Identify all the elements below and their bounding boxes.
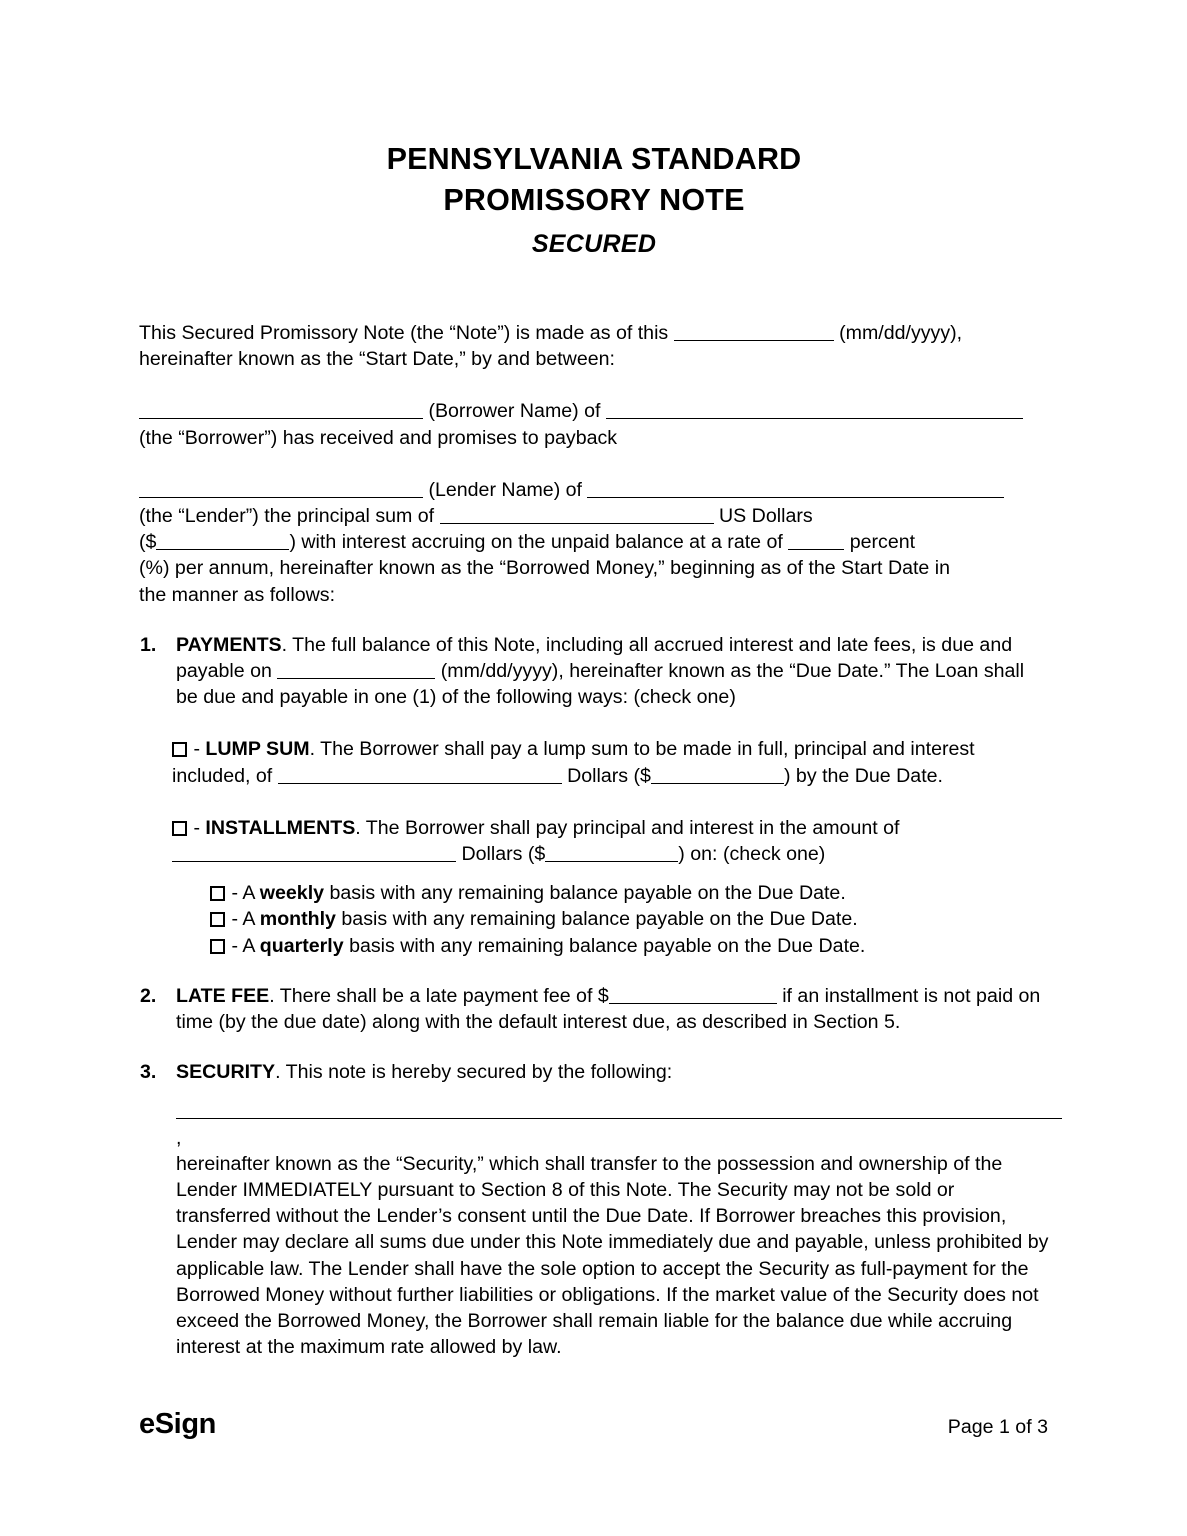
security-description-blank[interactable] [176,1103,1062,1119]
page-title-line-1: PENNSYLVANIA STANDARD [386,142,802,176]
interest-rate-line [139,529,1049,555]
checkbox-quarterly[interactable] [210,939,225,954]
section-number: 1. [140,633,157,656]
esign-logo: eSign [139,1408,216,1440]
interest-text: ) with interest accruing on the unpaid balance at a rate of [289,531,789,554]
weekly-dash: - A [226,882,260,905]
checkbox-monthly[interactable] [210,912,225,927]
payment-option-installments [172,815,1049,959]
spacer [139,372,1049,398]
payments-text-before-date: . The full balance of this Note, including all accrued interest and late fees, is due and payable on [176,633,1013,683]
lender-block [139,477,1049,608]
start-date-blank[interactable] [674,325,834,341]
intro-text-before-date: This Secured Promissory Note (the “Note”) is made as of this [139,322,674,344]
lender-name-label: (Lender Name) of [423,478,588,501]
installments-label: INSTALLMENTS [205,816,356,839]
installments-dash: - [188,816,206,839]
late-fee-amount-blank[interactable] [609,988,777,1004]
section-payments [139,632,1049,711]
spacer [139,451,1049,477]
late-fee-text-before: . There shall be a late payment fee of $ [269,984,609,1007]
intro-line-2: hereinafter known as the “Start Date,” by and between: [139,348,615,371]
principal-sum-text-after: US Dollars [713,505,813,528]
percent-label: percent [844,531,916,554]
security-paragraph-body: hereinafter known as the “Security,” which shall transfer to the possession and ownership of the Lender IMMEDIATELY pursuant to Section 8 of this Note. The Security may not be sold or transferred without the Lender’s consent until the Due Date. If Borrower breaches this provision, Lender may declare all sums due under this Note immediately due and payable, unless prohibited by applicable law. The Lender shall have the sole option to accept the Security as full-payment for the Borrowed Money without further liabilities or obligations. If the market value of the Security does not exceed the Borrowed Money, the Borrower shall remain liable for the balance due while accruing interest at the maximum rate allowed by law. [176,1152,1049,1359]
section-body [176,1059,1049,1085]
spacer [139,264,1049,320]
principal-amount-blank[interactable] [156,534,289,550]
lender-name-blank[interactable] [139,482,423,498]
installments-text-a: . The Borrower shall pay principal and interest in the amount of [355,816,900,839]
section-security [139,1059,1049,1085]
spacer [172,867,1049,880]
weekly-text: basis with any remaining balance payable on the Due Date. [324,882,846,905]
page-subtitle: SECURED [531,230,657,258]
borrower-promise-line: (the “Borrower”) has received and promises to payback [139,426,618,449]
section-number: 3. [140,1061,157,1084]
section-body [176,632,1049,711]
monthly-text: basis with any remaining balance payable on the Due Date. [335,908,858,931]
manner-line: the manner as follows: [139,583,336,606]
frequency-option-monthly [210,906,1049,932]
lender-address-blank[interactable] [587,482,1004,498]
installments-text-b: Dollars ($ [456,843,546,866]
checkbox-lump-sum[interactable] [172,742,187,757]
spacer [139,710,1049,736]
section-number: 2. [140,984,157,1007]
intro-line-1 [139,320,1049,346]
spacer [139,1035,1049,1059]
page-title-line-2: PROMISSORY NOTE [443,183,745,217]
payment-option-lump-sum [172,736,1049,788]
quarterly-label: quarterly [259,934,344,957]
late-fee-text-after: if an installment is not paid on time (by the due date) along with the default interest due, as described in Section 5. [176,984,1041,1034]
lump-sum-dollars-blank[interactable] [278,768,562,784]
installments-line [172,815,1049,867]
page-footer [139,1408,1048,1441]
checkbox-weekly[interactable] [210,886,225,901]
installments-text-c: ) on: (check one) [678,843,826,866]
monthly-label: monthly [259,908,336,931]
quarterly-dash: - A [226,934,260,957]
per-annum-line: (%) per annum, hereinafter known as the “Borrowed Money,” beginning as of the Start Date in [139,557,951,580]
page-number: Page 1 of 3 [947,1416,1048,1438]
borrower-block [139,398,1049,450]
spacer [139,789,1049,815]
document-title-block [139,0,1049,264]
amount-prefix: ($ [139,531,157,554]
intro-paragraph [139,320,1049,372]
installments-amount-blank[interactable] [545,846,678,862]
page-content [139,0,1049,1361]
lump-sum-line [172,736,1049,788]
borrower-address-blank[interactable] [606,403,1023,419]
security-trailing-comma: , [176,1126,182,1149]
quarterly-text: basis with any remaining balance payable on the Due Date. [343,934,866,957]
section-title: PAYMENTS [176,633,282,656]
lump-sum-text-a: . The Borrower shall pay a lump sum to be made in full, principal and interest included, of [172,738,975,787]
intro-text-after-date: (mm/dd/yyyy), [833,322,963,344]
principal-sum-text-before: (the “Lender”) the principal sum of [139,505,440,528]
weekly-label: weekly [259,882,325,905]
lump-sum-text-c: ) by the Due Date. [783,764,943,787]
monthly-dash: - A [226,908,260,931]
borrower-name-label: (Borrower Name) of [423,400,606,423]
borrower-name-line [139,398,1049,424]
lender-name-line [139,477,1049,503]
checkbox-installments[interactable] [172,821,187,836]
lump-sum-dash: - [188,738,206,761]
section-late-fee [139,983,1049,1035]
installments-dollars-blank[interactable] [172,846,456,862]
payments-text-after-date: (mm/dd/yyyy), hereinafter known as the “Due Date.” The Loan shall be due and payable in one (1) of the following ways: (check one) [176,660,1025,709]
principal-sum-line [139,503,1049,529]
frequency-options [210,880,1049,959]
borrower-name-blank[interactable] [139,403,423,419]
spacer [139,959,1049,983]
section-title: LATE FEE [176,984,270,1007]
security-description-block [176,1098,1049,1360]
lump-sum-text-b: Dollars ($ [561,764,651,787]
security-description-line [176,1098,1049,1150]
frequency-option-weekly [210,880,1049,906]
due-date-blank[interactable] [277,663,435,679]
section-body [176,983,1049,1035]
spacer [139,1085,1049,1098]
spacer [139,608,1049,632]
lump-sum-label: LUMP SUM [205,738,310,761]
interest-rate-blank[interactable] [788,534,844,550]
security-intro-text: . This note is hereby secured by the following: [275,1061,673,1084]
section-title: SECURITY [176,1061,276,1084]
frequency-option-quarterly [210,933,1049,959]
lump-sum-amount-blank[interactable] [651,768,784,784]
principal-sum-words-blank[interactable] [440,508,714,524]
